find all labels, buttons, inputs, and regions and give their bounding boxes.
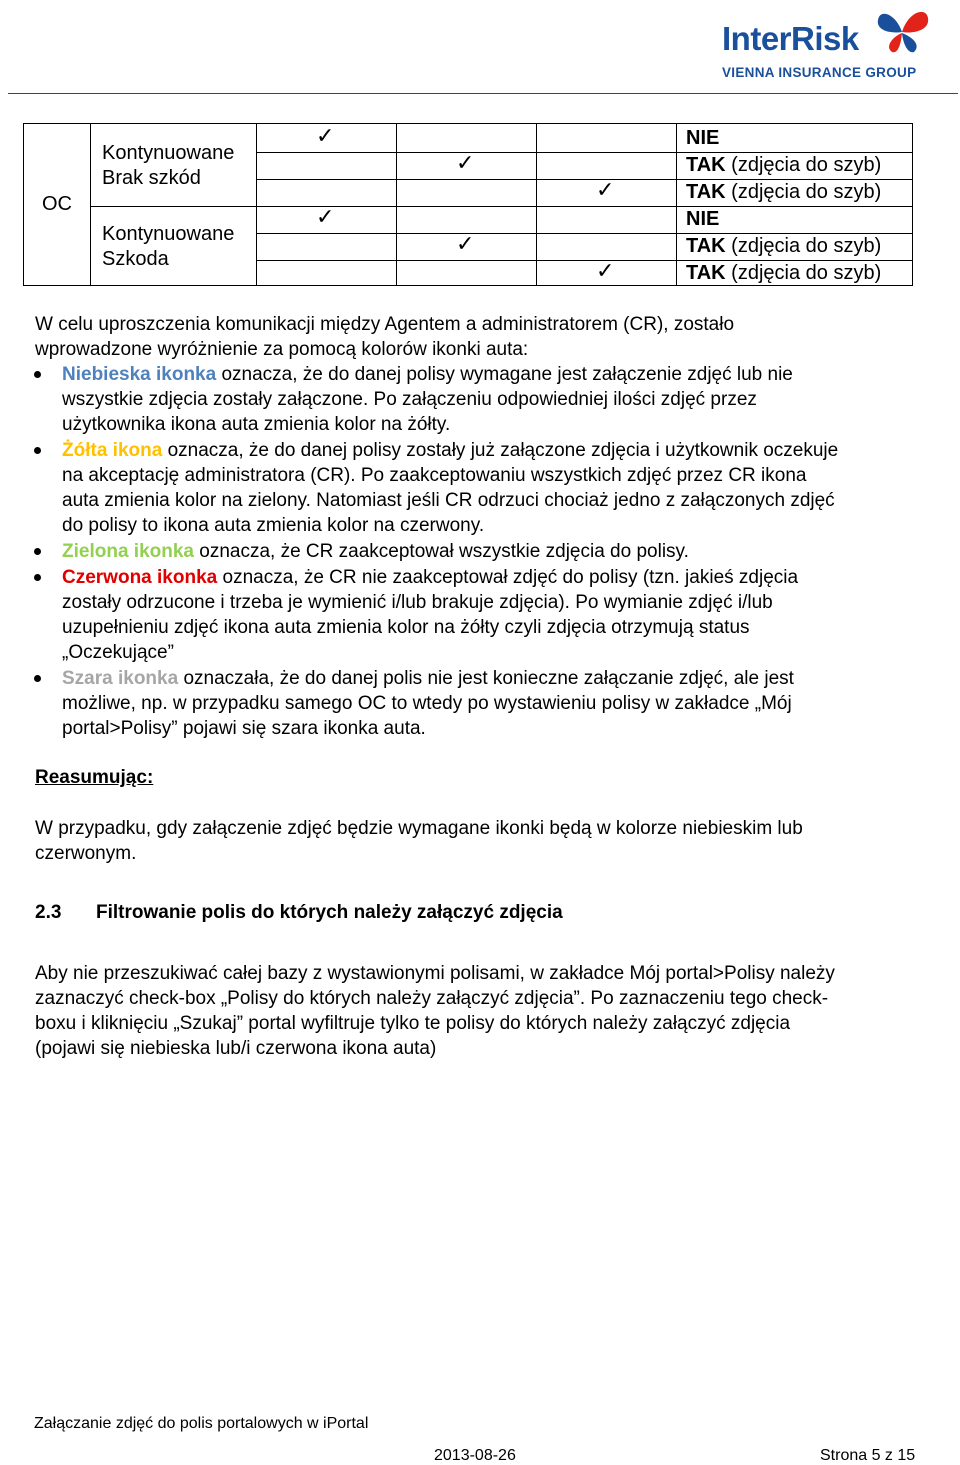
section-paragraph: Aby nie przeszukiwać całej bazy z wystawionymi polisami, w zakładce Mój portal>Polisy należy zaznaczyć check-box „Polisy do których należy załączyć zdjęcia”. Po zaznaczeniu tego check- boxu i kliknięciu „Szukaj” portal wyfiltruje tylko te polisy do których należy załączyć zdjęcia (pojawi się niebieska lub/i czerwona ikona auta) bbox=[35, 963, 835, 1059]
logo-wordmark: InterRisk bbox=[722, 20, 859, 57]
photo-requirements-table bbox=[23, 123, 913, 286]
footer-page-number: Strona 5 z 15 bbox=[820, 1447, 916, 1464]
bullet-icon bbox=[34, 447, 41, 454]
table-result-cell: NIE bbox=[686, 127, 720, 149]
butterfly-logo-icon bbox=[874, 6, 930, 54]
bullet-icon bbox=[34, 574, 41, 581]
summary-paragraph: W przypadku, gdy załączenie zdjęć będzie wymagane ikonki będą w kolorze niebieskim lub czerwonym. bbox=[35, 818, 803, 864]
bullet-grey-icon-desc: Szara ikonka oznaczała, że do danej polis nie jest konieczne załączanie zdjęć, ale jest możliwe, np. w przypadku samego OC to wtedy po wystawieniu polisy w zakładce „Mój portal>Polisy” pojawi się szara ikonka auta. bbox=[62, 668, 794, 739]
table-oc-cell: OC bbox=[42, 193, 72, 215]
bullet-yellow-icon-desc: Żółta ikona oznacza, że do danej polisy zostały już załączone zdjęcia i użytkownik oczekuje na akceptację administratora (CR). Po zaakceptowaniu wszystkich zdjęć przez CR ikona auta zmienia kolor na zielony. Natomiast jeśli CR odrzuci chociaż jedno z załączonych zdjęć do polisy to ikona auta zmienia kolor na czerwony. bbox=[62, 440, 839, 536]
header-divider bbox=[8, 93, 958, 94]
check-icon: ✓ bbox=[316, 204, 335, 229]
table-result-cell: TAK (zdjęcia do szyb) bbox=[686, 154, 882, 176]
bullet-blue-icon-desc: Niebieska ikonka oznacza, że do danej polisy wymagane jest załączenie zdjęć lub nie wszystkie zdjęcia zostały załączone. Po załączeniu odpowiedniej ilości zdjęć przez użytkownika ikona auta zmienia kolor na żółty. bbox=[62, 364, 793, 435]
section-number: 2.3 bbox=[35, 902, 62, 923]
footer-doc-title: Załączanie zdjęć do polis portalowych w iPortal bbox=[34, 1415, 369, 1432]
table-row-divider bbox=[90, 206, 912, 207]
bullet-icon bbox=[34, 675, 41, 682]
table-row-divider bbox=[256, 260, 912, 261]
table-row-divider bbox=[256, 179, 912, 180]
table-divider bbox=[90, 124, 91, 285]
section-title: Filtrowanie polis do których należy załączyć zdjęcia bbox=[95, 902, 563, 923]
bullet-red-icon-desc: Czerwona ikonka oznacza, że CR nie zaakceptował zdjęć do polisy (tzn. jakieś zdjęcia zostały odrzucone i trzeba je wymienić i/lub brakuje zdjęcia). Po wymianie zdjęć i/lub uzupełnieniu zdjęć ikona auta zmienia kolor na żółty czyli zdjęcia otrzymują status „Oczekujące” bbox=[62, 567, 799, 663]
check-icon: ✓ bbox=[456, 231, 475, 256]
summary-heading: Reasumując: bbox=[35, 767, 154, 788]
logo-tagline: VIENNA INSURANCE GROUP bbox=[722, 65, 917, 80]
table-result-cell: TAK (zdjęcia do szyb) bbox=[686, 181, 882, 203]
check-icon: ✓ bbox=[456, 150, 475, 175]
table-result-cell: NIE bbox=[686, 208, 720, 230]
table-row-divider bbox=[256, 233, 912, 234]
intro-paragraph: W celu uproszczenia komunikacji między Agentem a administratorem (CR), zostało wprowadzone wyróżnienie za pomocą kolorów ikonki auta: bbox=[35, 314, 735, 360]
section-heading bbox=[35, 902, 563, 924]
check-icon: ✓ bbox=[596, 177, 615, 202]
check-icon: ✓ bbox=[596, 258, 615, 283]
bullet-icon bbox=[34, 548, 41, 555]
footer-date: 2013-08-26 bbox=[434, 1447, 516, 1464]
table-policy-type: Kontynuowane Szkoda bbox=[102, 223, 235, 270]
check-icon: ✓ bbox=[316, 123, 335, 148]
company-logo bbox=[720, 6, 932, 84]
table-result-cell: TAK (zdjęcia do szyb) bbox=[686, 235, 882, 257]
table-policy-type: Kontynuowane Brak szkód bbox=[102, 142, 235, 189]
table-result-cell: TAK (zdjęcia do szyb) bbox=[686, 262, 882, 284]
bullet-green-icon-desc: Zielona ikonka oznacza, że CR zaakceptował wszystkie zdjęcia do polisy. bbox=[62, 541, 689, 562]
table-row-divider bbox=[256, 152, 912, 153]
bullet-icon bbox=[34, 371, 41, 378]
